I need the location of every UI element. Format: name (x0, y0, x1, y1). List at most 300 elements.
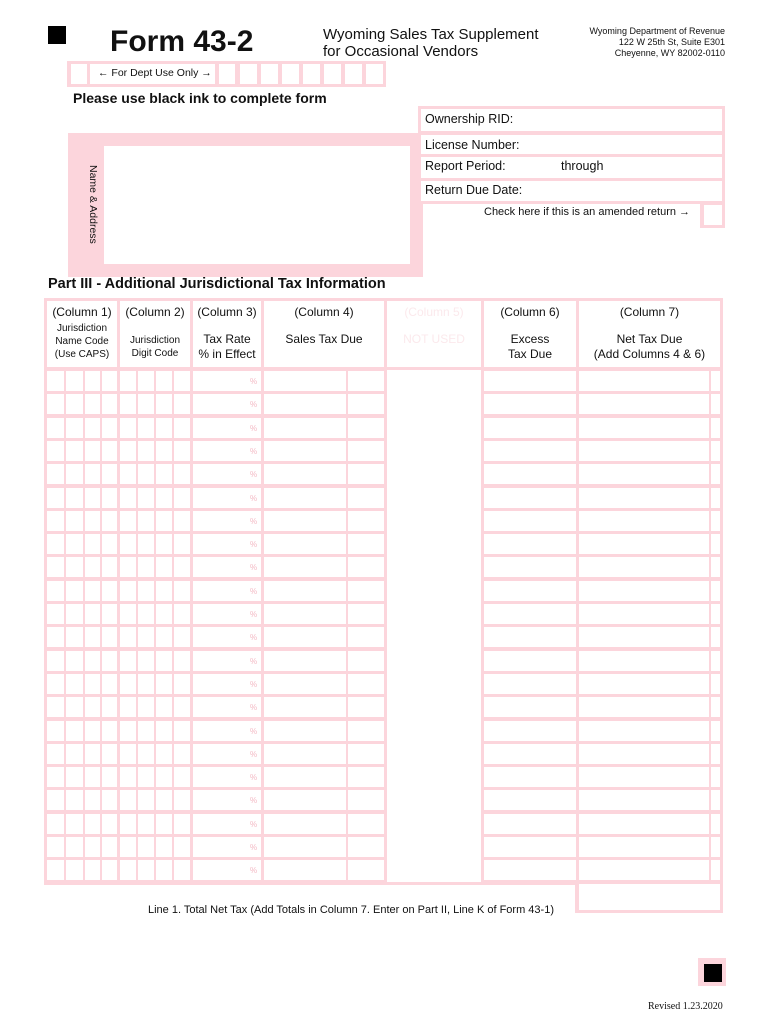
col2-digit-box[interactable] (156, 557, 172, 577)
col7-net-cents-input[interactable] (711, 651, 720, 671)
col1-char-box[interactable] (47, 394, 64, 414)
col1-char-box[interactable] (102, 441, 117, 461)
col7-net-dollars-input[interactable] (579, 557, 709, 577)
amended-checkbox[interactable] (704, 205, 722, 225)
col4-cents-input[interactable] (348, 394, 384, 414)
col1-char-box[interactable] (66, 627, 83, 647)
col1-char-box[interactable] (85, 464, 100, 484)
col1-char-box[interactable] (47, 790, 64, 810)
col1-char-box[interactable] (47, 674, 64, 694)
col1-char-box[interactable] (85, 394, 100, 414)
col2-digit-box[interactable] (156, 418, 172, 438)
col6-excess-input[interactable] (484, 441, 576, 461)
col6-excess-input[interactable] (484, 534, 576, 554)
col2-digit-box[interactable] (174, 394, 190, 414)
col1-char-box[interactable] (66, 604, 83, 624)
col1-char-box[interactable] (47, 557, 64, 577)
col7-net-dollars-input[interactable] (579, 674, 709, 694)
col1-char-box[interactable] (85, 418, 100, 438)
form-title-line1: Wyoming Sales Tax Supplement (323, 26, 539, 43)
col2-digit-box[interactable] (120, 767, 136, 787)
col1-char-box[interactable] (66, 511, 83, 531)
col1-char-box[interactable] (102, 394, 117, 414)
col1-char-box[interactable] (85, 441, 100, 461)
col1-char-box[interactable] (47, 767, 64, 787)
col4-dollars-input[interactable] (264, 488, 346, 508)
col7-net-cents-input[interactable] (711, 674, 720, 694)
col2-digit-box[interactable] (174, 790, 190, 810)
col2-digit-box[interactable] (138, 837, 154, 857)
col1-char-box[interactable] (85, 534, 100, 554)
col2-digit-box[interactable] (174, 721, 190, 741)
col2-digit-box[interactable] (138, 604, 154, 624)
col7-net-dollars-input[interactable] (579, 744, 709, 764)
col4-dollars-input[interactable] (264, 534, 346, 554)
col7-net-dollars-input[interactable] (579, 488, 709, 508)
col2-digit-box[interactable] (156, 651, 172, 671)
col7-net-dollars-input[interactable] (579, 394, 709, 414)
col1-char-box[interactable] (85, 790, 100, 810)
col7-net-cents-input[interactable] (711, 837, 720, 857)
col2-digit-box[interactable] (174, 744, 190, 764)
col2-digit-box[interactable] (174, 441, 190, 461)
col1-char-box[interactable] (66, 837, 83, 857)
col7-net-cents-input[interactable] (711, 371, 720, 391)
col4-cents-input[interactable] (348, 627, 384, 647)
col2-digit-box[interactable] (156, 604, 172, 624)
col2-digit-box[interactable] (156, 767, 172, 787)
col7-net-cents-input[interactable] (711, 860, 720, 880)
col2-digit-box[interactable] (156, 627, 172, 647)
col2-digit-box[interactable] (138, 394, 154, 414)
col7-net-dollars-input[interactable] (579, 721, 709, 741)
col1-char-box[interactable] (47, 860, 64, 880)
col2-digit-box[interactable] (120, 627, 136, 647)
col6-excess-input[interactable] (484, 651, 576, 671)
col2-digit-box[interactable] (138, 371, 154, 391)
col1-char-box[interactable] (85, 744, 100, 764)
dept-use-box[interactable] (345, 64, 362, 84)
col1-char-box[interactable] (102, 557, 117, 577)
col6-excess-input[interactable] (484, 627, 576, 647)
col1-char-box[interactable] (66, 394, 83, 414)
col1-char-box[interactable] (47, 651, 64, 671)
col1-char-box[interactable] (66, 860, 83, 880)
col7-net-cents-input[interactable] (711, 744, 720, 764)
col1-char-box[interactable] (66, 534, 83, 554)
col7-net-cents-input[interactable] (711, 697, 720, 717)
col1-char-box[interactable] (66, 464, 83, 484)
col1-char-box[interactable] (47, 581, 64, 601)
col2-digit-box[interactable] (156, 697, 172, 717)
col1-char-box[interactable] (102, 604, 117, 624)
col4-dollars-input[interactable] (264, 860, 346, 880)
col2-digit-box[interactable] (120, 394, 136, 414)
col4-cents-input[interactable] (348, 418, 384, 438)
col6-excess-input[interactable] (484, 837, 576, 857)
col4-dollars-input[interactable] (264, 394, 346, 414)
col1-char-box[interactable] (102, 511, 117, 531)
col4-cents-input[interactable] (348, 604, 384, 624)
col2-digit-box[interactable] (174, 534, 190, 554)
col1-char-box[interactable] (102, 581, 117, 601)
col2-digit-box[interactable] (138, 581, 154, 601)
col1-char-box[interactable] (85, 860, 100, 880)
col7-net-dollars-input[interactable] (579, 627, 709, 647)
col1-char-box[interactable] (85, 627, 100, 647)
col6-excess-input[interactable] (484, 674, 576, 694)
col2-subtitle: Jurisdiction Digit Code (129, 335, 181, 359)
col1-char-box[interactable] (47, 721, 64, 741)
col7-net-dollars-input[interactable] (579, 418, 709, 438)
col2-digit-box[interactable] (156, 814, 172, 834)
col1-char-box[interactable] (66, 790, 83, 810)
dept-use-box[interactable] (240, 64, 257, 84)
col2-digit-box[interactable] (120, 674, 136, 694)
col1-char-box[interactable] (85, 837, 100, 857)
col2-digit-box[interactable] (120, 744, 136, 764)
col7-net-dollars-input[interactable] (579, 767, 709, 787)
col6-excess-input[interactable] (484, 697, 576, 717)
col1-char-box[interactable] (102, 860, 117, 880)
col1-char-box[interactable] (47, 627, 64, 647)
col7-net-cents-input[interactable] (711, 394, 720, 414)
col1-char-box[interactable] (47, 814, 64, 834)
col1-char-box[interactable] (102, 627, 117, 647)
col6-excess-input[interactable] (484, 814, 576, 834)
col6-excess-input[interactable] (484, 418, 576, 438)
col4-cents-input[interactable] (348, 697, 384, 717)
col4-cents-input[interactable] (348, 767, 384, 787)
col2-digit-box[interactable] (174, 557, 190, 577)
col1-char-box[interactable] (47, 418, 64, 438)
col4-dollars-input[interactable] (264, 744, 346, 764)
col7-net-dollars-input[interactable] (579, 371, 709, 391)
col2-digit-box[interactable] (138, 860, 154, 880)
col1-char-box[interactable] (66, 371, 83, 391)
col1-char-box[interactable] (47, 837, 64, 857)
col2-digit-box[interactable] (138, 511, 154, 531)
col1-char-box[interactable] (85, 371, 100, 391)
col2-digit-box[interactable] (156, 394, 172, 414)
col6-excess-input[interactable] (484, 488, 576, 508)
col2-digit-box[interactable] (120, 488, 136, 508)
col7-net-dollars-input[interactable] (579, 511, 709, 531)
col2-digit-box[interactable] (120, 581, 136, 601)
col1-char-box[interactable] (85, 814, 100, 834)
col7-net-cents-input[interactable] (711, 534, 720, 554)
dept-use-box[interactable] (303, 64, 320, 84)
col2-digit-box[interactable] (174, 767, 190, 787)
col2-digit-box[interactable] (156, 837, 172, 857)
line1-total-input[interactable] (579, 884, 720, 910)
col2-digit-box[interactable] (174, 418, 190, 438)
col2-digit-box[interactable] (156, 511, 172, 531)
col1-char-box[interactable] (85, 767, 100, 787)
col4-cents-input[interactable] (348, 441, 384, 461)
col2-digit-box[interactable] (174, 464, 190, 484)
col7-net-dollars-input[interactable] (579, 581, 709, 601)
col1-char-box[interactable] (102, 651, 117, 671)
col2-digit-box[interactable] (174, 604, 190, 624)
col4-dollars-input[interactable] (264, 464, 346, 484)
col2-digit-box[interactable] (174, 860, 190, 880)
col1-char-box[interactable] (66, 721, 83, 741)
col1-char-box[interactable] (66, 418, 83, 438)
col2-digit-box[interactable] (156, 581, 172, 601)
col1-char-box[interactable] (102, 418, 117, 438)
col2-digit-box[interactable] (138, 627, 154, 647)
col2-digit-box[interactable] (120, 860, 136, 880)
col4-cents-input[interactable] (348, 790, 384, 810)
col1-char-box[interactable] (85, 604, 100, 624)
col2-digit-box[interactable] (120, 604, 136, 624)
col7-net-dollars-input[interactable] (579, 534, 709, 554)
col2-digit-box[interactable] (138, 674, 154, 694)
col4-dollars-input[interactable] (264, 581, 346, 601)
col2-digit-box[interactable] (120, 721, 136, 741)
col6-excess-input[interactable] (484, 744, 576, 764)
dept-use-box[interactable] (366, 64, 383, 84)
col4-cents-input[interactable] (348, 721, 384, 741)
col2-digit-box[interactable] (174, 581, 190, 601)
col2-digit-box[interactable] (174, 511, 190, 531)
col1-char-box[interactable] (85, 488, 100, 508)
dept-use-box[interactable] (261, 64, 278, 84)
dept-use-box[interactable] (324, 64, 341, 84)
col2-digit-box[interactable] (156, 464, 172, 484)
col1-char-box[interactable] (66, 767, 83, 787)
col1-char-box[interactable] (102, 697, 117, 717)
col7-net-dollars-input[interactable] (579, 814, 709, 834)
col4-dollars-input[interactable] (264, 418, 346, 438)
col1-char-box[interactable] (66, 651, 83, 671)
col7-net-cents-input[interactable] (711, 464, 720, 484)
col2-digit-box[interactable] (174, 697, 190, 717)
col2-digit-box[interactable] (174, 371, 190, 391)
col6-excess-input[interactable] (484, 860, 576, 880)
col1-char-box[interactable] (47, 511, 64, 531)
col2-digit-box[interactable] (120, 790, 136, 810)
col4-cents-input[interactable] (348, 371, 384, 391)
col2-digit-box[interactable] (120, 534, 136, 554)
col2-digit-box[interactable] (120, 697, 136, 717)
col6-excess-input[interactable] (484, 464, 576, 484)
col6-excess-input[interactable] (484, 557, 576, 577)
col7-net-dollars-input[interactable] (579, 837, 709, 857)
col4-cents-input[interactable] (348, 814, 384, 834)
col7-net-cents-input[interactable] (711, 418, 720, 438)
col6-excess-input[interactable] (484, 790, 576, 810)
col1-char-box[interactable] (85, 557, 100, 577)
col1-char-box[interactable] (66, 557, 83, 577)
col2-digit-box[interactable] (120, 511, 136, 531)
col2-digit-box[interactable] (138, 790, 154, 810)
col2-digit-box[interactable] (174, 651, 190, 671)
col2-digit-box[interactable] (138, 814, 154, 834)
col2-digit-box[interactable] (156, 534, 172, 554)
col2-digit-box[interactable] (138, 441, 154, 461)
col7-net-cents-input[interactable] (711, 627, 720, 647)
col2-digit-box[interactable] (174, 627, 190, 647)
col1-char-box[interactable] (47, 534, 64, 554)
col4-cents-input[interactable] (348, 651, 384, 671)
col2-digit-box[interactable] (174, 488, 190, 508)
col7-net-cents-input[interactable] (711, 721, 720, 741)
col1-char-box[interactable] (66, 814, 83, 834)
col7-net-cents-input[interactable] (711, 767, 720, 787)
col1-char-box[interactable] (102, 767, 117, 787)
col7-net-cents-input[interactable] (711, 581, 720, 601)
col1-char-box[interactable] (102, 744, 117, 764)
col2-digit-box[interactable] (138, 418, 154, 438)
col2-digit-box[interactable] (138, 534, 154, 554)
col7-net-dollars-input[interactable] (579, 860, 709, 880)
col4-dollars-input[interactable] (264, 814, 346, 834)
col1-char-box[interactable] (85, 651, 100, 671)
col7-net-dollars-input[interactable] (579, 697, 709, 717)
col2-digit-box[interactable] (174, 814, 190, 834)
col4-cents-input[interactable] (348, 557, 384, 577)
col1-char-box[interactable] (85, 674, 100, 694)
col2-digit-box[interactable] (156, 860, 172, 880)
col7-net-cents-input[interactable] (711, 488, 720, 508)
col2-digit-box[interactable] (156, 488, 172, 508)
col2-digit-box[interactable] (138, 697, 154, 717)
col4-dollars-input[interactable] (264, 790, 346, 810)
col1-char-box[interactable] (47, 464, 64, 484)
col2-digit-box[interactable] (138, 651, 154, 671)
col4-dollars-input[interactable] (264, 721, 346, 741)
col6-excess-input[interactable] (484, 511, 576, 531)
col6-excess-input[interactable] (484, 767, 576, 787)
col7-net-dollars-input[interactable] (579, 790, 709, 810)
col4-dollars-input[interactable] (264, 511, 346, 531)
col1-char-box[interactable] (66, 744, 83, 764)
col7-net-cents-input[interactable] (711, 790, 720, 810)
col1-char-box[interactable] (66, 674, 83, 694)
col1-char-box[interactable] (102, 814, 117, 834)
col1-char-box[interactable] (102, 488, 117, 508)
col6-excess-input[interactable] (484, 371, 576, 391)
col1-char-box[interactable] (66, 488, 83, 508)
col4-dollars-input[interactable] (264, 837, 346, 857)
col4-cents-input[interactable] (348, 674, 384, 694)
name-address-input[interactable] (104, 146, 410, 264)
col4-dollars-input[interactable] (264, 674, 346, 694)
col2-digit-box[interactable] (156, 790, 172, 810)
col7-net-cents-input[interactable] (711, 557, 720, 577)
col2-digit-box[interactable] (120, 814, 136, 834)
col4-cents-input[interactable] (348, 464, 384, 484)
col2-digit-box[interactable] (156, 744, 172, 764)
dept-use-box[interactable] (71, 64, 87, 84)
col7-net-dollars-input[interactable] (579, 651, 709, 671)
col1-char-box[interactable] (47, 744, 64, 764)
col7-net-cents-input[interactable] (711, 814, 720, 834)
col4-dollars-input[interactable] (264, 441, 346, 461)
col2-digit-box[interactable] (138, 557, 154, 577)
col1-char-box[interactable] (102, 721, 117, 741)
col1-char-box[interactable] (66, 697, 83, 717)
col7-net-cents-input[interactable] (711, 511, 720, 531)
col1-char-box[interactable] (85, 511, 100, 531)
col1-char-box[interactable] (47, 488, 64, 508)
dept-use-box[interactable] (219, 64, 235, 84)
col1-char-box[interactable] (66, 441, 83, 461)
col2-digit-box[interactable] (156, 674, 172, 694)
col2-digit-box[interactable] (174, 674, 190, 694)
col7-net-dollars-input[interactable] (579, 604, 709, 624)
col1-char-box[interactable] (47, 697, 64, 717)
col4-cents-input[interactable] (348, 837, 384, 857)
col4-cents-input[interactable] (348, 488, 384, 508)
col2-digit-box[interactable] (156, 721, 172, 741)
col2-digit-box[interactable] (138, 721, 154, 741)
col6-excess-input[interactable] (484, 394, 576, 414)
col4-cents-input[interactable] (348, 511, 384, 531)
col2-digit-box[interactable] (138, 744, 154, 764)
col2-digit-box[interactable] (138, 464, 154, 484)
col1-char-box[interactable] (47, 441, 64, 461)
col2-digit-box[interactable] (174, 837, 190, 857)
col4-dollars-input[interactable] (264, 651, 346, 671)
col2-digit-box[interactable] (138, 488, 154, 508)
col1-char-box[interactable] (102, 464, 117, 484)
col2-digit-box[interactable] (120, 837, 136, 857)
col4-dollars-input[interactable] (264, 697, 346, 717)
col1-char-box[interactable] (47, 604, 64, 624)
col1-char-box[interactable] (102, 371, 117, 391)
col1-char-box[interactable] (102, 674, 117, 694)
col2-digit-box[interactable] (120, 418, 136, 438)
col6-excess-input[interactable] (484, 604, 576, 624)
col1-char-box[interactable] (102, 534, 117, 554)
col6-excess-input[interactable] (484, 721, 576, 741)
col4-cents-input[interactable] (348, 581, 384, 601)
col4-dollars-input[interactable] (264, 767, 346, 787)
col4-cents-input[interactable] (348, 534, 384, 554)
col7-net-cents-input[interactable] (711, 441, 720, 461)
col2-digit-box[interactable] (138, 767, 154, 787)
col1-char-box[interactable] (85, 697, 100, 717)
col7-net-dollars-input[interactable] (579, 441, 709, 461)
col7-net-dollars-input[interactable] (579, 464, 709, 484)
col1-char-box[interactable] (47, 371, 64, 391)
col2-digit-box[interactable] (156, 371, 172, 391)
col4-cents-input[interactable] (348, 860, 384, 880)
col4-dollars-input[interactable] (264, 627, 346, 647)
col1-char-box[interactable] (102, 790, 117, 810)
col1-char-box[interactable] (85, 581, 100, 601)
dept-use-box[interactable] (282, 64, 299, 84)
col1-char-box[interactable] (85, 721, 100, 741)
col4-dollars-input[interactable] (264, 371, 346, 391)
col4-dollars-input[interactable] (264, 604, 346, 624)
col4-dollars-input[interactable] (264, 557, 346, 577)
col2-digit-box[interactable] (120, 464, 136, 484)
col2-digit-box[interactable] (120, 371, 136, 391)
col4-cents-input[interactable] (348, 744, 384, 764)
col2-digit-box[interactable] (120, 441, 136, 461)
col2-digit-box[interactable] (120, 557, 136, 577)
col2-digit-box[interactable] (156, 441, 172, 461)
col2-digit-box[interactable] (120, 651, 136, 671)
col6-excess-input[interactable] (484, 581, 576, 601)
col7-net-cents-input[interactable] (711, 604, 720, 624)
col1-char-box[interactable] (66, 581, 83, 601)
col1-char-box[interactable] (102, 837, 117, 857)
